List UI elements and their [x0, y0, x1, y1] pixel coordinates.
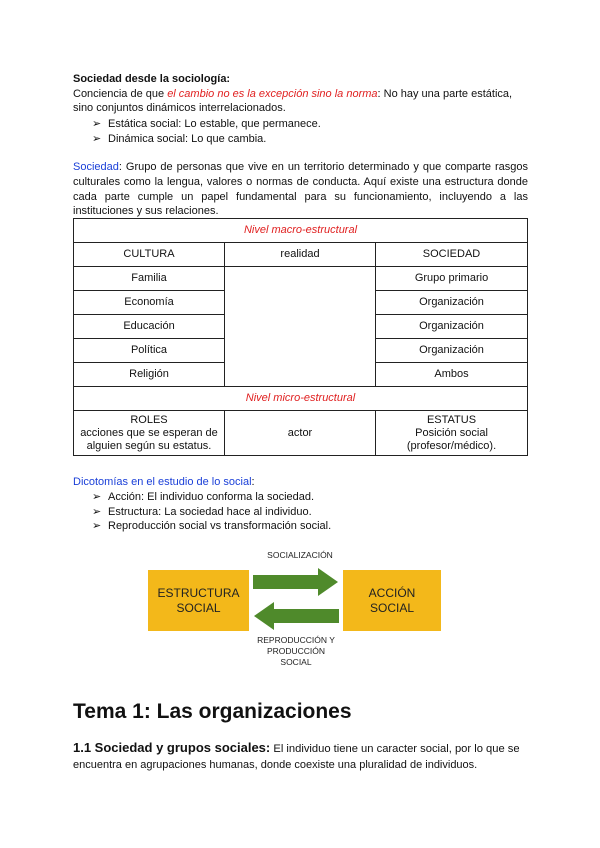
list-item-text: Acción: El individuo conforma la sociedad.: [108, 491, 315, 503]
col-header-realidad: realidad: [225, 243, 376, 267]
list-item-text: Reproducción social vs transformación social.: [108, 520, 332, 532]
accion-line-1: ACCIÓN: [368, 585, 416, 600]
table-cell: Grupo primario: [376, 267, 528, 291]
estructura-line-2: SOCIAL: [176, 600, 221, 615]
col-header-cultura: CULTURA: [74, 243, 225, 267]
sociedad-line-2: culturales como la lengua, valores o normas de conducta. Aquí existe una estructura donde: [73, 176, 528, 188]
accion-line-2: SOCIAL: [369, 600, 414, 615]
subsection-line-2: encuentra en agrupaciones humanas, donde coexiste una pluralidad de individuos.: [73, 759, 478, 771]
arrow-bullet-icon: ➢: [92, 506, 102, 518]
right-arrow-icon: [253, 568, 338, 596]
empty-merged-cell: [225, 267, 376, 387]
arrows-graphic: [250, 565, 342, 635]
arrow-bullet-icon: ➢: [92, 118, 102, 130]
socializacion-label: SOCIALIZACIÓN: [267, 550, 333, 560]
table-cell: Política: [74, 339, 225, 363]
list-item-text: Estructura: La sociedad hace al individuo.: [108, 506, 312, 518]
reproduccion-line-2: PRODUCCIÓN: [266, 646, 326, 656]
roles-title: ROLES: [130, 413, 168, 426]
reproduccion-label: [236, 635, 356, 668]
intro-line-1: [73, 87, 512, 101]
roles-desc-2: alguien según su estatus.: [86, 439, 212, 452]
subsection-line-1: [73, 741, 520, 756]
left-arrow-icon: [254, 602, 339, 630]
estatus-desc-2: (profesor/médico).: [406, 439, 497, 452]
estatus-cell: [376, 411, 528, 456]
list-item: [92, 505, 312, 519]
sociedad-line-4: instituciones y sus relaciones.: [73, 205, 219, 217]
sociedad-line-3: cada parte cumple un papel fundamental para su funcionamiento, incluyendo a las: [73, 191, 528, 203]
dicotomias-title: [73, 475, 255, 489]
table-cell: Familia: [74, 267, 225, 291]
table-cell: Organización: [376, 339, 528, 363]
table-cell: Religión: [74, 363, 225, 387]
table-cell: Educación: [74, 315, 225, 339]
tema-title: Tema 1: Las organizaciones: [73, 700, 352, 723]
arrow-bullet-icon: ➢: [92, 520, 102, 532]
dicotomias-title-text: Dicotomías en el estudio de lo social: [73, 476, 252, 488]
table-cell: Organización: [376, 291, 528, 315]
sociedad-text-1: : Grupo de personas que vive en un territorio determinado y que comparte rasgos: [118, 161, 528, 173]
intro-start: Conciencia de que: [73, 88, 168, 100]
list-item-text: Estática social: Lo estable, que permanece.: [108, 118, 321, 130]
actor-cell: actor: [225, 411, 376, 456]
list-item: [92, 117, 321, 131]
macro-header: Nivel macro-estructural: [74, 219, 528, 243]
list-item: [92, 490, 314, 504]
estructura-line-1: ESTRUCTURA: [157, 585, 240, 600]
sociedad-term: Sociedad: [73, 161, 119, 173]
table-cell: Ambos: [376, 363, 528, 387]
sociedad-line-1: [73, 160, 528, 174]
micro-header: Nivel micro-estructural: [74, 387, 528, 411]
list-item-text: Dinámica social: Lo que cambia.: [108, 133, 267, 145]
structure-table: [73, 218, 528, 456]
roles-desc-1: acciones que se esperan de: [80, 426, 218, 439]
estatus-title: ESTATUS: [426, 413, 477, 426]
col-header-sociedad: SOCIEDAD: [376, 243, 528, 267]
section-heading: Sociedad desde la sociología:: [73, 73, 231, 85]
table-cell: Economía: [74, 291, 225, 315]
estatus-desc-1: Posición social: [415, 426, 488, 439]
arrow-bullet-icon: ➢: [92, 491, 102, 503]
accion-social-box: [343, 570, 441, 631]
intro-line-2: sino conjuntos dinámicos interrelacionados.: [73, 102, 286, 114]
intro-emphasis: el cambio no es la excepción sino la norma: [167, 88, 378, 100]
list-item: [92, 519, 331, 533]
list-item: [92, 132, 266, 146]
reproduccion-line-1: REPRODUCCIÓN Y: [257, 635, 335, 645]
roles-cell: [74, 411, 225, 456]
intro-end: : No hay una parte estática,: [377, 88, 513, 100]
estructura-social-box: [148, 570, 249, 631]
subsection-text-1: El individuo tiene un caracter social, por lo que se: [270, 743, 520, 755]
arrow-bullet-icon: ➢: [92, 133, 102, 145]
reproduccion-line-3: SOCIAL: [280, 657, 312, 667]
table-cell: Organización: [376, 315, 528, 339]
subsection-heading: 1.1 Sociedad y grupos sociales:: [73, 740, 271, 755]
dicotomias-colon: :: [251, 476, 255, 488]
